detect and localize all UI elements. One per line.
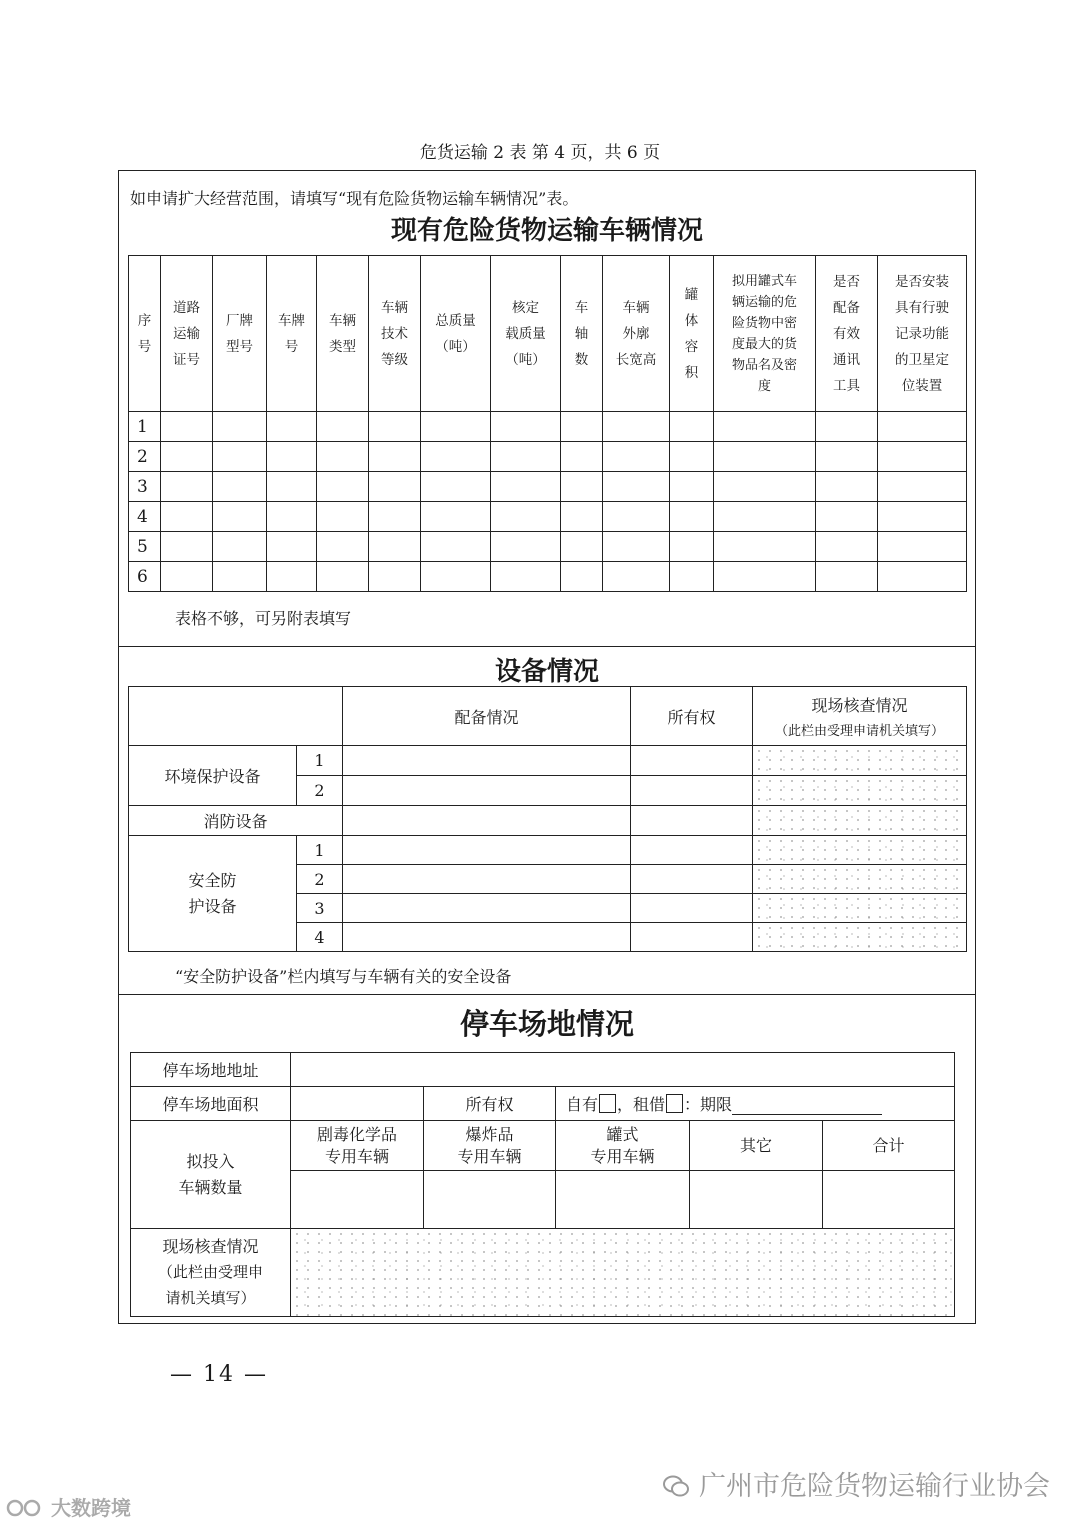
cell[interactable] xyxy=(714,532,816,562)
cell[interactable] xyxy=(369,502,421,532)
cell[interactable] xyxy=(317,562,369,592)
cell[interactable] xyxy=(631,865,753,894)
check-label: 现场核查情况 xyxy=(811,696,908,715)
safety-label: 安全防 护设备 xyxy=(129,836,297,952)
cell[interactable] xyxy=(491,562,561,592)
col-header: 车辆 外廓 长宽高 xyxy=(603,256,670,412)
col-header: 罐式 专用车辆 xyxy=(556,1121,690,1171)
cell[interactable] xyxy=(631,806,753,836)
cell[interactable] xyxy=(421,412,491,442)
cell[interactable] xyxy=(603,412,670,442)
cell[interactable] xyxy=(317,412,369,442)
page-number: — 14 — xyxy=(170,1362,268,1387)
cell[interactable] xyxy=(421,532,491,562)
cell[interactable] xyxy=(631,836,753,865)
cell[interactable] xyxy=(267,502,317,532)
check-cell[interactable] xyxy=(753,923,967,952)
cell[interactable] xyxy=(213,502,267,532)
vehicles-intro: 如申请扩大经营范围，请填写“现有危险货物运输车辆情况”表。 xyxy=(130,189,579,208)
cell[interactable] xyxy=(878,562,967,592)
cell[interactable] xyxy=(317,442,369,472)
cell[interactable] xyxy=(343,923,631,952)
row-number: 5 xyxy=(129,532,161,562)
cell[interactable] xyxy=(603,562,670,592)
association-name: 广州市危险货物运输行业协会 xyxy=(699,1471,1050,1502)
cell[interactable] xyxy=(213,532,267,562)
cell[interactable] xyxy=(343,776,631,806)
check-note: （此栏由受理申 请机关填写） xyxy=(157,1263,263,1307)
cell[interactable] xyxy=(213,472,267,502)
check-label-cell xyxy=(131,1229,291,1317)
section-divider xyxy=(118,994,976,995)
col-header: 核定 载质量 （吨） xyxy=(491,256,561,412)
own-label: 自有 xyxy=(566,1095,599,1114)
cell[interactable] xyxy=(816,532,878,562)
brand-icon xyxy=(6,1496,51,1520)
cell[interactable] xyxy=(561,412,603,442)
address-row xyxy=(131,1053,955,1087)
equipment-title: 设备情况 xyxy=(494,657,599,687)
table-row xyxy=(129,836,967,865)
cell[interactable] xyxy=(369,562,421,592)
area-label: 停车场地面积 xyxy=(131,1087,291,1121)
cell[interactable] xyxy=(816,442,878,472)
cell[interactable] xyxy=(690,1171,823,1229)
cell[interactable] xyxy=(714,472,816,502)
cell[interactable] xyxy=(161,442,213,472)
planned-label: 拟投入 车辆数量 xyxy=(131,1121,291,1229)
cell[interactable] xyxy=(714,442,816,472)
cell[interactable] xyxy=(631,923,753,952)
row-number: 1 xyxy=(129,412,161,442)
section-divider xyxy=(118,646,976,647)
row-number: 4 xyxy=(129,502,161,532)
cell[interactable] xyxy=(714,412,816,442)
row-number: 2 xyxy=(297,865,343,894)
cell[interactable] xyxy=(878,472,967,502)
vehicles-header-row xyxy=(129,256,967,412)
cell[interactable] xyxy=(561,502,603,532)
check-note: （此栏由受理申请机关填写） xyxy=(774,724,944,739)
cell[interactable] xyxy=(317,502,369,532)
cell[interactable] xyxy=(670,442,714,472)
cell[interactable] xyxy=(603,442,670,472)
cell[interactable] xyxy=(556,1171,690,1229)
table-row xyxy=(129,412,967,442)
check-cell[interactable] xyxy=(753,746,967,776)
check-cell[interactable] xyxy=(753,865,967,894)
cell[interactable] xyxy=(343,836,631,865)
col-header: 合计 xyxy=(823,1121,955,1171)
cell[interactable] xyxy=(714,502,816,532)
cell[interactable] xyxy=(670,472,714,502)
cell[interactable] xyxy=(421,472,491,502)
cell[interactable] xyxy=(424,1171,556,1229)
row-number: 2 xyxy=(129,442,161,472)
cell[interactable] xyxy=(631,894,753,923)
cell[interactable] xyxy=(670,502,714,532)
row-number: 3 xyxy=(297,894,343,923)
rent-checkbox[interactable] xyxy=(666,1094,683,1113)
cell[interactable] xyxy=(317,472,369,502)
cell[interactable] xyxy=(816,502,878,532)
area-row xyxy=(131,1087,955,1121)
cell[interactable] xyxy=(213,442,267,472)
col-header: 序 号 xyxy=(129,256,161,412)
col-header: 总质量 （吨） xyxy=(421,256,491,412)
own-checkbox[interactable] xyxy=(599,1094,616,1113)
cell[interactable] xyxy=(631,746,753,776)
cell[interactable] xyxy=(491,472,561,502)
col-header: 其它 xyxy=(690,1121,823,1171)
cell[interactable] xyxy=(369,412,421,442)
cell[interactable] xyxy=(161,472,213,502)
brand-name: 大数跨境 xyxy=(50,1496,131,1520)
check-cell[interactable] xyxy=(753,894,967,923)
cell[interactable] xyxy=(267,532,317,562)
cell[interactable] xyxy=(267,562,317,592)
cell[interactable] xyxy=(878,412,967,442)
cell[interactable] xyxy=(878,502,967,532)
cell[interactable] xyxy=(213,412,267,442)
cell[interactable] xyxy=(603,532,670,562)
col-header: 所有权 xyxy=(631,687,753,746)
row-number: 3 xyxy=(129,472,161,502)
cell[interactable] xyxy=(714,562,816,592)
page-header: 危货运输 2 表 第 4 页，共 6 页 xyxy=(419,143,661,163)
association-watermark xyxy=(662,1464,1050,1503)
equipment-header-row xyxy=(129,687,967,746)
address-cell[interactable] xyxy=(291,1053,955,1087)
check-label: 现场核查情况 xyxy=(162,1237,259,1256)
check-cell[interactable] xyxy=(753,806,967,836)
cell[interactable] xyxy=(561,442,603,472)
cell[interactable] xyxy=(561,532,603,562)
cell[interactable] xyxy=(369,532,421,562)
table-row xyxy=(129,502,967,532)
cell[interactable] xyxy=(631,776,753,806)
cell[interactable] xyxy=(670,562,714,592)
cell[interactable] xyxy=(878,532,967,562)
col-header: 是否 配备 有效 通讯 工具 xyxy=(816,256,878,412)
vehicles-note: 表格不够，可另附表填写 xyxy=(175,609,352,628)
table-row xyxy=(129,806,967,836)
equipment-note: “安全防护设备”栏内填写与车辆有关的安全设备 xyxy=(175,967,512,986)
col-header: 罐 体 容 积 xyxy=(670,256,714,412)
col-header: 车 轴 数 xyxy=(561,256,603,412)
blank-header xyxy=(129,687,343,746)
cell[interactable] xyxy=(491,502,561,532)
cell[interactable] xyxy=(878,442,967,472)
cell[interactable] xyxy=(161,412,213,442)
cell[interactable] xyxy=(343,806,631,836)
vehicles-title: 现有危险货物运输车辆情况 xyxy=(390,216,703,246)
check-row xyxy=(131,1229,955,1317)
cell[interactable] xyxy=(491,442,561,472)
cell[interactable] xyxy=(561,472,603,502)
row-number: 2 xyxy=(297,776,343,806)
cell[interactable] xyxy=(561,562,603,592)
cell[interactable] xyxy=(317,532,369,562)
cell[interactable] xyxy=(491,412,561,442)
cell[interactable] xyxy=(369,472,421,502)
row-number: 1 xyxy=(297,836,343,865)
parking-table xyxy=(130,1052,955,1317)
cell[interactable] xyxy=(267,472,317,502)
types-header-row xyxy=(131,1121,955,1171)
col-header: 是否安装 具有行驶 记录功能 的卫星定 位装置 xyxy=(878,256,967,412)
col-header: 爆炸品 专用车辆 xyxy=(424,1121,556,1171)
check-cell[interactable] xyxy=(753,776,967,806)
table-row xyxy=(129,562,967,592)
cell[interactable] xyxy=(603,472,670,502)
col-header: 道路 运输 证号 xyxy=(161,256,213,412)
term-field[interactable] xyxy=(732,1096,882,1115)
rent-label: ，租借 xyxy=(617,1095,666,1114)
cell[interactable] xyxy=(343,894,631,923)
row-number: 6 xyxy=(129,562,161,592)
col-header: 车牌 号 xyxy=(267,256,317,412)
wechat-icon xyxy=(662,1471,699,1502)
cell[interactable] xyxy=(267,412,317,442)
cell[interactable] xyxy=(291,1171,424,1229)
col-header: 拟用罐式车 辆运输的危 险货物中密 度最大的货 物品名及密 度 xyxy=(714,256,816,412)
cell[interactable] xyxy=(421,562,491,592)
cell[interactable] xyxy=(161,502,213,532)
cell[interactable] xyxy=(213,562,267,592)
cell[interactable] xyxy=(343,865,631,894)
check-cell[interactable] xyxy=(291,1229,955,1317)
term-label: ：期限 xyxy=(684,1095,733,1114)
col-header: 剧毒化学品 专用车辆 xyxy=(291,1121,424,1171)
cell[interactable] xyxy=(823,1171,955,1229)
brand-watermark xyxy=(6,1492,131,1521)
cell[interactable] xyxy=(343,746,631,776)
env-label: 环境保护设备 xyxy=(129,746,297,806)
cell[interactable] xyxy=(816,472,878,502)
area-cell[interactable] xyxy=(291,1087,424,1121)
cell[interactable] xyxy=(421,442,491,472)
cell[interactable] xyxy=(670,412,714,442)
table-row xyxy=(129,532,967,562)
cell[interactable] xyxy=(161,532,213,562)
table-row xyxy=(129,442,967,472)
table-row xyxy=(129,472,967,502)
col-header: 车辆 类型 xyxy=(317,256,369,412)
cell[interactable] xyxy=(603,502,670,532)
cell[interactable] xyxy=(369,442,421,472)
parking-title: 停车场地情况 xyxy=(459,1007,634,1041)
row-number: 1 xyxy=(297,746,343,776)
table-row xyxy=(129,746,967,776)
ownership-options xyxy=(556,1087,955,1121)
cell[interactable] xyxy=(816,412,878,442)
cell[interactable] xyxy=(670,532,714,562)
col-header: 配备情况 xyxy=(343,687,631,746)
vehicles-table xyxy=(128,255,967,592)
check-cell[interactable] xyxy=(753,836,967,865)
address-label: 停车场地地址 xyxy=(131,1053,291,1087)
col-header xyxy=(753,687,967,746)
cell[interactable] xyxy=(421,502,491,532)
cell[interactable] xyxy=(267,442,317,472)
cell[interactable] xyxy=(491,532,561,562)
cell[interactable] xyxy=(161,562,213,592)
row-number: 4 xyxy=(297,923,343,952)
equipment-table xyxy=(128,686,967,952)
fire-label: 消防设备 xyxy=(129,806,343,836)
col-header: 车辆 技术 等级 xyxy=(369,256,421,412)
cell[interactable] xyxy=(816,562,878,592)
col-header: 厂牌 型号 xyxy=(213,256,267,412)
ownership-label: 所有权 xyxy=(424,1087,556,1121)
